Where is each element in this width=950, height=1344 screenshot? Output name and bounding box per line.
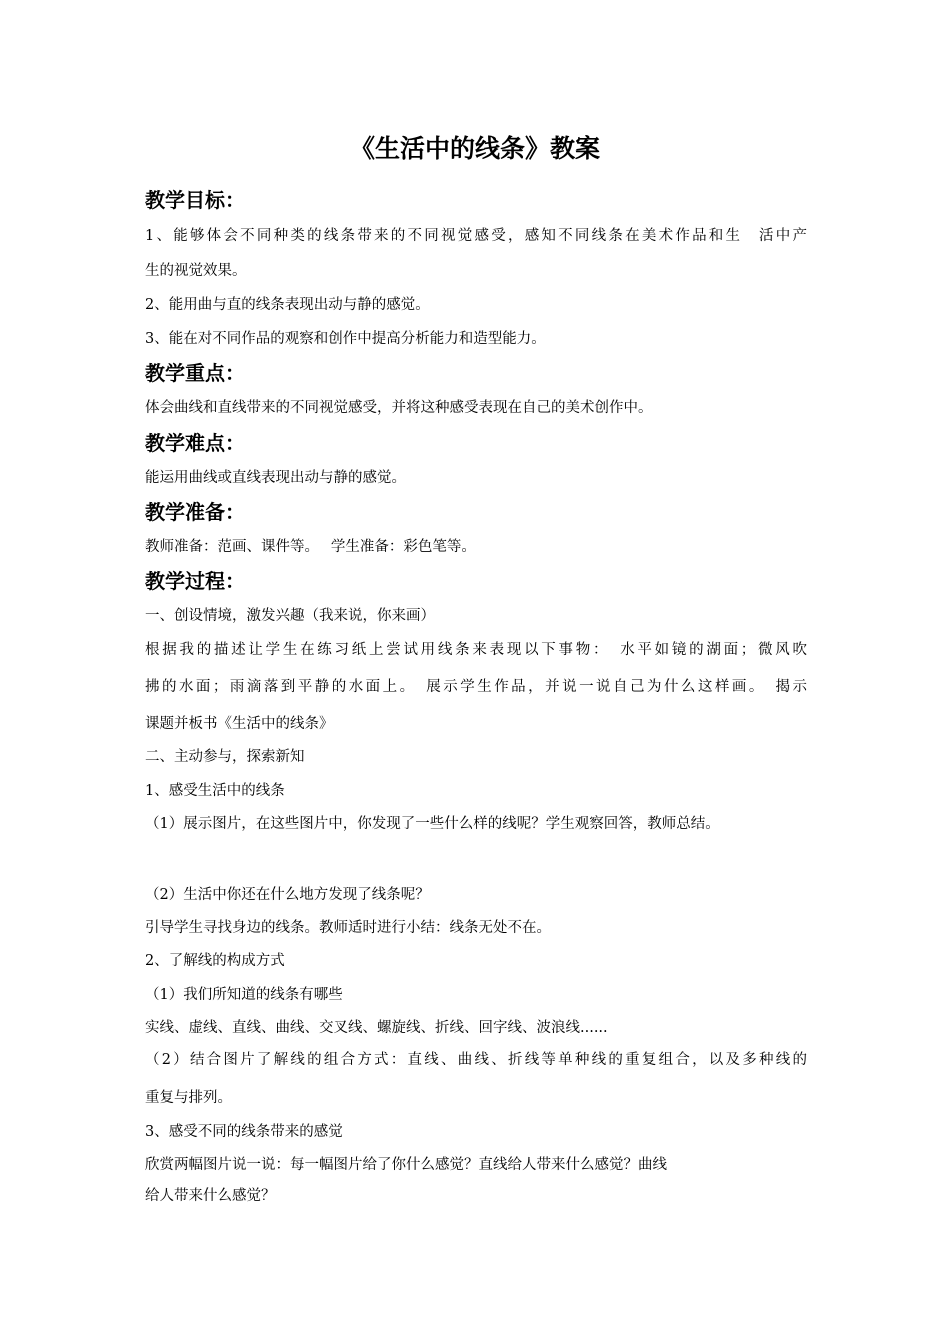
heading-objectives: 教学目标： — [145, 188, 245, 212]
process-line-7: （1）展示图片，在这些图片中，你发现了一些什么样的线呢？学生观察回答，教师总结。 — [145, 816, 720, 832]
preparation-line-1: 教师准备：范画、课件等。 学生准备：彩色笔等。 — [145, 539, 476, 555]
process-line-2: 根据我的描述让学生在练习纸上尝试用线条来表现以下事物： 水平如镜的湖面；微风吹 — [145, 642, 807, 658]
process-line-15: 3、感受不同的线条带来的感觉 — [145, 1124, 343, 1140]
process-line-6: 1、感受生活中的线条 — [145, 783, 285, 799]
process-line-16: 欣赏两幅图片说一说：每一幅图片给了你什么感觉？直线给人带来什么感觉？曲线 — [145, 1157, 667, 1173]
heading-key-points: 教学重点： — [145, 361, 245, 385]
process-line-8: （2）生活中你还在什么地方发现了线条呢？ — [145, 887, 430, 903]
objectives-line-3: 2、能用曲与直的线条表现出动与静的感觉。 — [145, 297, 430, 313]
heading-preparation: 教学准备： — [145, 500, 245, 524]
process-line-14: 重复与排列。 — [145, 1090, 232, 1106]
heading-difficulties: 教学难点： — [145, 431, 245, 455]
process-line-5: 二、主动参与，探索新知 — [145, 749, 305, 765]
difficulties-line-1: 能运用曲线或直线表现出动与静的感觉。 — [145, 470, 406, 486]
process-line-12: 实线、虚线、直线、曲线、交叉线、螺旋线、折线、回字线、波浪线...... — [145, 1020, 608, 1036]
process-line-10: 2、了解线的构成方式 — [145, 953, 285, 969]
document-title: 《生活中的线条》教案 — [349, 134, 600, 163]
process-line-9: 引导学生寻找身边的线条。教师适时进行小结：线条无处不在。 — [145, 920, 551, 936]
objectives-line-4: 3、能在对不同作品的观察和创作中提高分析能力和造型能力。 — [145, 331, 546, 347]
process-line-13: （2）结合图片了解线的组合方式：直线、曲线、折线等单种线的重复组合，以及多种线的 — [145, 1052, 807, 1068]
process-line-17: 给人带来什么感觉？ — [145, 1188, 276, 1204]
process-line-1: 一、创设情境，激发兴趣（我来说，你来画） — [145, 608, 435, 624]
heading-process: 教学过程： — [145, 569, 245, 593]
process-line-4: 课题并板书《生活中的线条》 — [145, 716, 334, 732]
process-line-3: 拂的水面；雨滴落到平静的水面上。 展示学生作品，并说一说自己为什么这样画。 揭示 — [145, 679, 807, 695]
process-line-11: （1）我们所知道的线条有哪些 — [145, 987, 343, 1003]
objectives-line-2: 生的视觉效果。 — [145, 263, 247, 279]
key-points-line-1: 体会曲线和直线带来的不同视觉感受，并将这种感受表现在自己的美术创作中。 — [145, 400, 653, 416]
objectives-line-1: 1、能够体会不同种类的线条带来的不同视觉感受，感知不同线条在美术作品和生 活中产 — [145, 228, 807, 244]
